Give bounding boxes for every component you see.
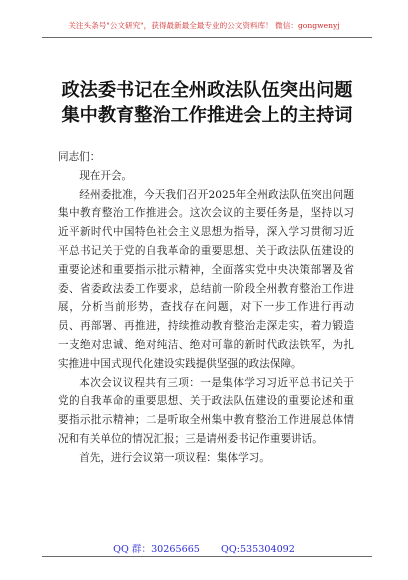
salutation: 同志们： — [58, 151, 101, 163]
footer — [0, 541, 408, 555]
footer-qq-group: QQ 群：30265665 — [113, 544, 200, 555]
title-line-1: 政法委书记在全州政法队伍突出问题 — [61, 80, 353, 101]
header-banner: 关注头条号"公文研究"，获得最新最全最专业的公文资料库！ 微信：gongwenyj — [68, 21, 340, 30]
document-body — [58, 148, 354, 468]
footer-qq-contact: QQ:535304092 — [220, 544, 295, 555]
footer-divider — [42, 556, 372, 557]
paragraph-purpose: 经州委批准，今天我们召开2025年全州政法队伍突出问题集中教育整治工作推进会。这次会议的主要任务是，坚持以习近平新时代中国特色社会主义思想为指导，深入学习贯彻习近平总书记关于党的自我革命的重要思想、关于政法队伍建设的重要论述和重要指示批示精神，全面落实党中央决策部署及省委、省委政法委工作要求，总结前一阶段全州教育整治工作进展，分析当前形势，查找存在问题，对下一步工作进行再动员、再部署、再推进，持续推动教育整治走深走实，着力锻造一支绝对忠诚、绝对纯洁、绝对可靠的新时代政法铁军，为扎实推进中国式现代化建设实践提供坚强的政法保障。 — [58, 188, 354, 370]
header-divider — [42, 37, 372, 38]
title-line-2: 集中教育整治工作推进会上的主持词 — [61, 105, 353, 126]
document-title — [50, 78, 364, 128]
paragraph-agenda: 本次会议议程共有三项：一是集体学习习近平总书记关于党的自我革命的重要思想、关于政法队伍建设的重要论述和重要指示批示精神；二是听取全州集中教育整治工作进展总体情况和有关单位的情况汇报；三是请州委书记作重要讲话。 — [58, 376, 354, 445]
paragraph-opening: 现在开会。 — [79, 169, 133, 182]
paragraph-first-item: 首先，进行会议第一项议程：集体学习。 — [79, 451, 270, 464]
